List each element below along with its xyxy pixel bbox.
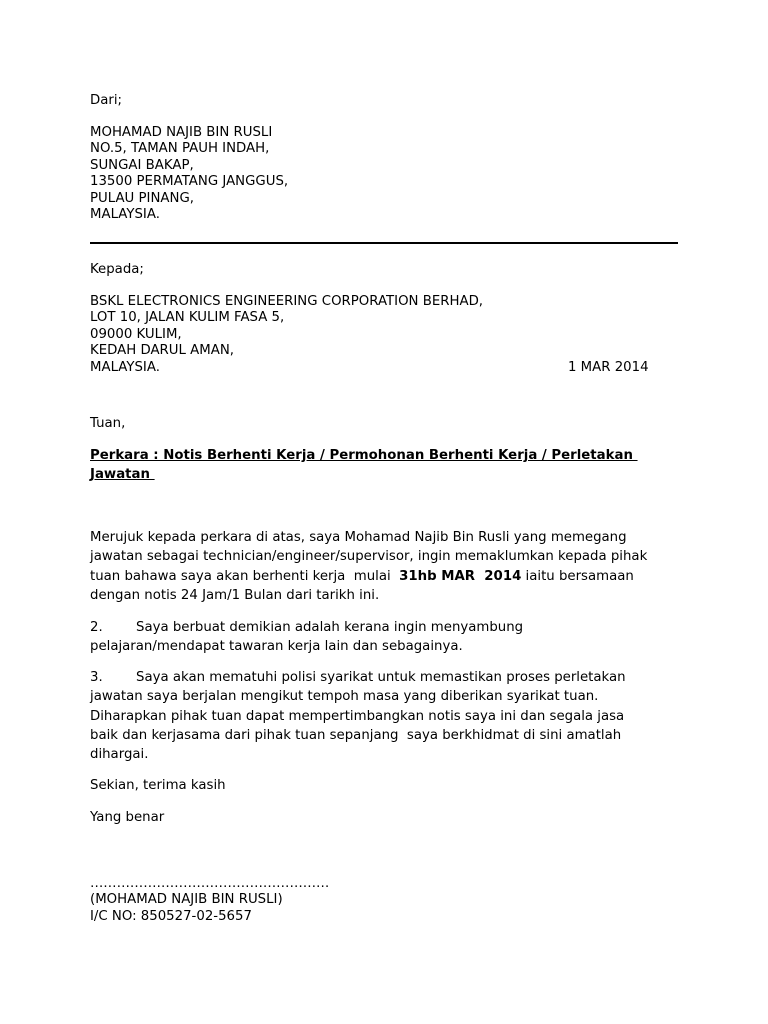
paragraph-3-line: dihargai. xyxy=(90,747,149,763)
signoff: Yang benar xyxy=(90,810,165,825)
recipient-address-block xyxy=(90,294,483,376)
recipient-address-line: LOT 10, JALAN KULIM FASA 5, xyxy=(90,310,285,326)
paragraph-1-line-3 xyxy=(90,567,647,586)
recipient-company: BSKL ELECTRONICS ENGINEERING CORPORATION BERHAD, xyxy=(90,294,484,309)
paragraph-2-text: Saya berbuat demikian adalah kerana ingin menyambung xyxy=(136,620,524,635)
signature-dotted-line: ……………………………………………… xyxy=(90,876,330,891)
paragraph-2-line: pelajaran/mendapat tawaran kerja lain dan sebagainya. xyxy=(90,639,463,655)
resignation-date: 31hb MAR 2014 xyxy=(399,568,522,584)
sender-address-line: 13500 PERMATANG JANGGUS, xyxy=(90,174,289,190)
sender-address-line: SUNGAI BAKAP, xyxy=(90,157,194,173)
sender-address-block xyxy=(90,125,288,223)
paragraph-3-line: Diharapkan pihak tuan dapat mempertimbangkan notis saya ini dan segala jasa xyxy=(90,708,625,724)
closing-remark: Sekian, terima kasih xyxy=(90,778,226,793)
signature-name: (MOHAMAD NAJIB BIN RUSLI) xyxy=(90,892,283,908)
paragraph-1-line-3-start: tuan bahawa saya akan berhenti kerja mulai xyxy=(90,568,400,584)
recipient-address-line: KEDAH DARUL AMAN, xyxy=(90,343,234,359)
subject-line-2: Jawatan xyxy=(90,467,155,482)
salutation: Tuan, xyxy=(90,416,126,431)
paragraph-number: 2. xyxy=(90,620,103,635)
paragraph-1-line: dengan notis 24 Jam/1 Bulan dari tarikh ini. xyxy=(90,587,380,603)
divider-rule xyxy=(90,242,678,244)
subject-line xyxy=(90,446,638,484)
recipient-address-line: 09000 KULIM, xyxy=(90,326,182,342)
sender-address-line: PULAU PINANG, xyxy=(90,190,194,206)
paragraph-1-line-3-end: iaitu bersamaan xyxy=(521,568,634,584)
paragraph-2 xyxy=(90,618,523,657)
sender-heading: Dari; xyxy=(90,93,123,108)
recipient-heading: Kepada; xyxy=(90,262,144,277)
paragraph-3 xyxy=(90,668,626,764)
subject-line-1: Perkara : Notis Berhenti Kerja / Permohonan Berhenti Kerja / Perletakan xyxy=(90,448,638,463)
sender-address-line: NO.5, TAMAN PAUH INDAH, xyxy=(90,141,270,157)
paragraph-3-text: Saya akan mematuhi polisi syarikat untuk memastikan proses perletakan xyxy=(136,670,626,685)
sender-name: MOHAMAD NAJIB BIN RUSLI xyxy=(90,125,273,140)
paragraph-number: 3. xyxy=(90,670,103,685)
paragraph-1-line: jawatan sebagai technician/engineer/supervisor, ingin memaklumkan kepada pihak xyxy=(90,549,648,565)
signature-block xyxy=(90,876,329,925)
paragraph-3-line: baik dan kerjasama dari pihak tuan sepanjang saya berkhidmat di sini amatlah xyxy=(90,727,622,743)
paragraph-1 xyxy=(90,528,647,605)
paragraph-2-line-1 xyxy=(90,618,523,637)
sender-address-line: MALAYSIA. xyxy=(90,207,160,223)
paragraph-1-line: Merujuk kepada perkara di atas, saya Mohamad Najib Bin Rusli yang memegang xyxy=(90,530,627,545)
ic-number: I/C NO: 850527-02-5657 xyxy=(90,908,252,924)
recipient-address-line: MALAYSIA. xyxy=(90,359,160,375)
letter-date: 1 MAR 2014 xyxy=(568,360,649,375)
paragraph-3-line: jawatan saya berjalan mengikut tempoh masa yang diberikan syarikat tuan. xyxy=(90,689,599,705)
paragraph-3-line-1 xyxy=(90,668,626,687)
